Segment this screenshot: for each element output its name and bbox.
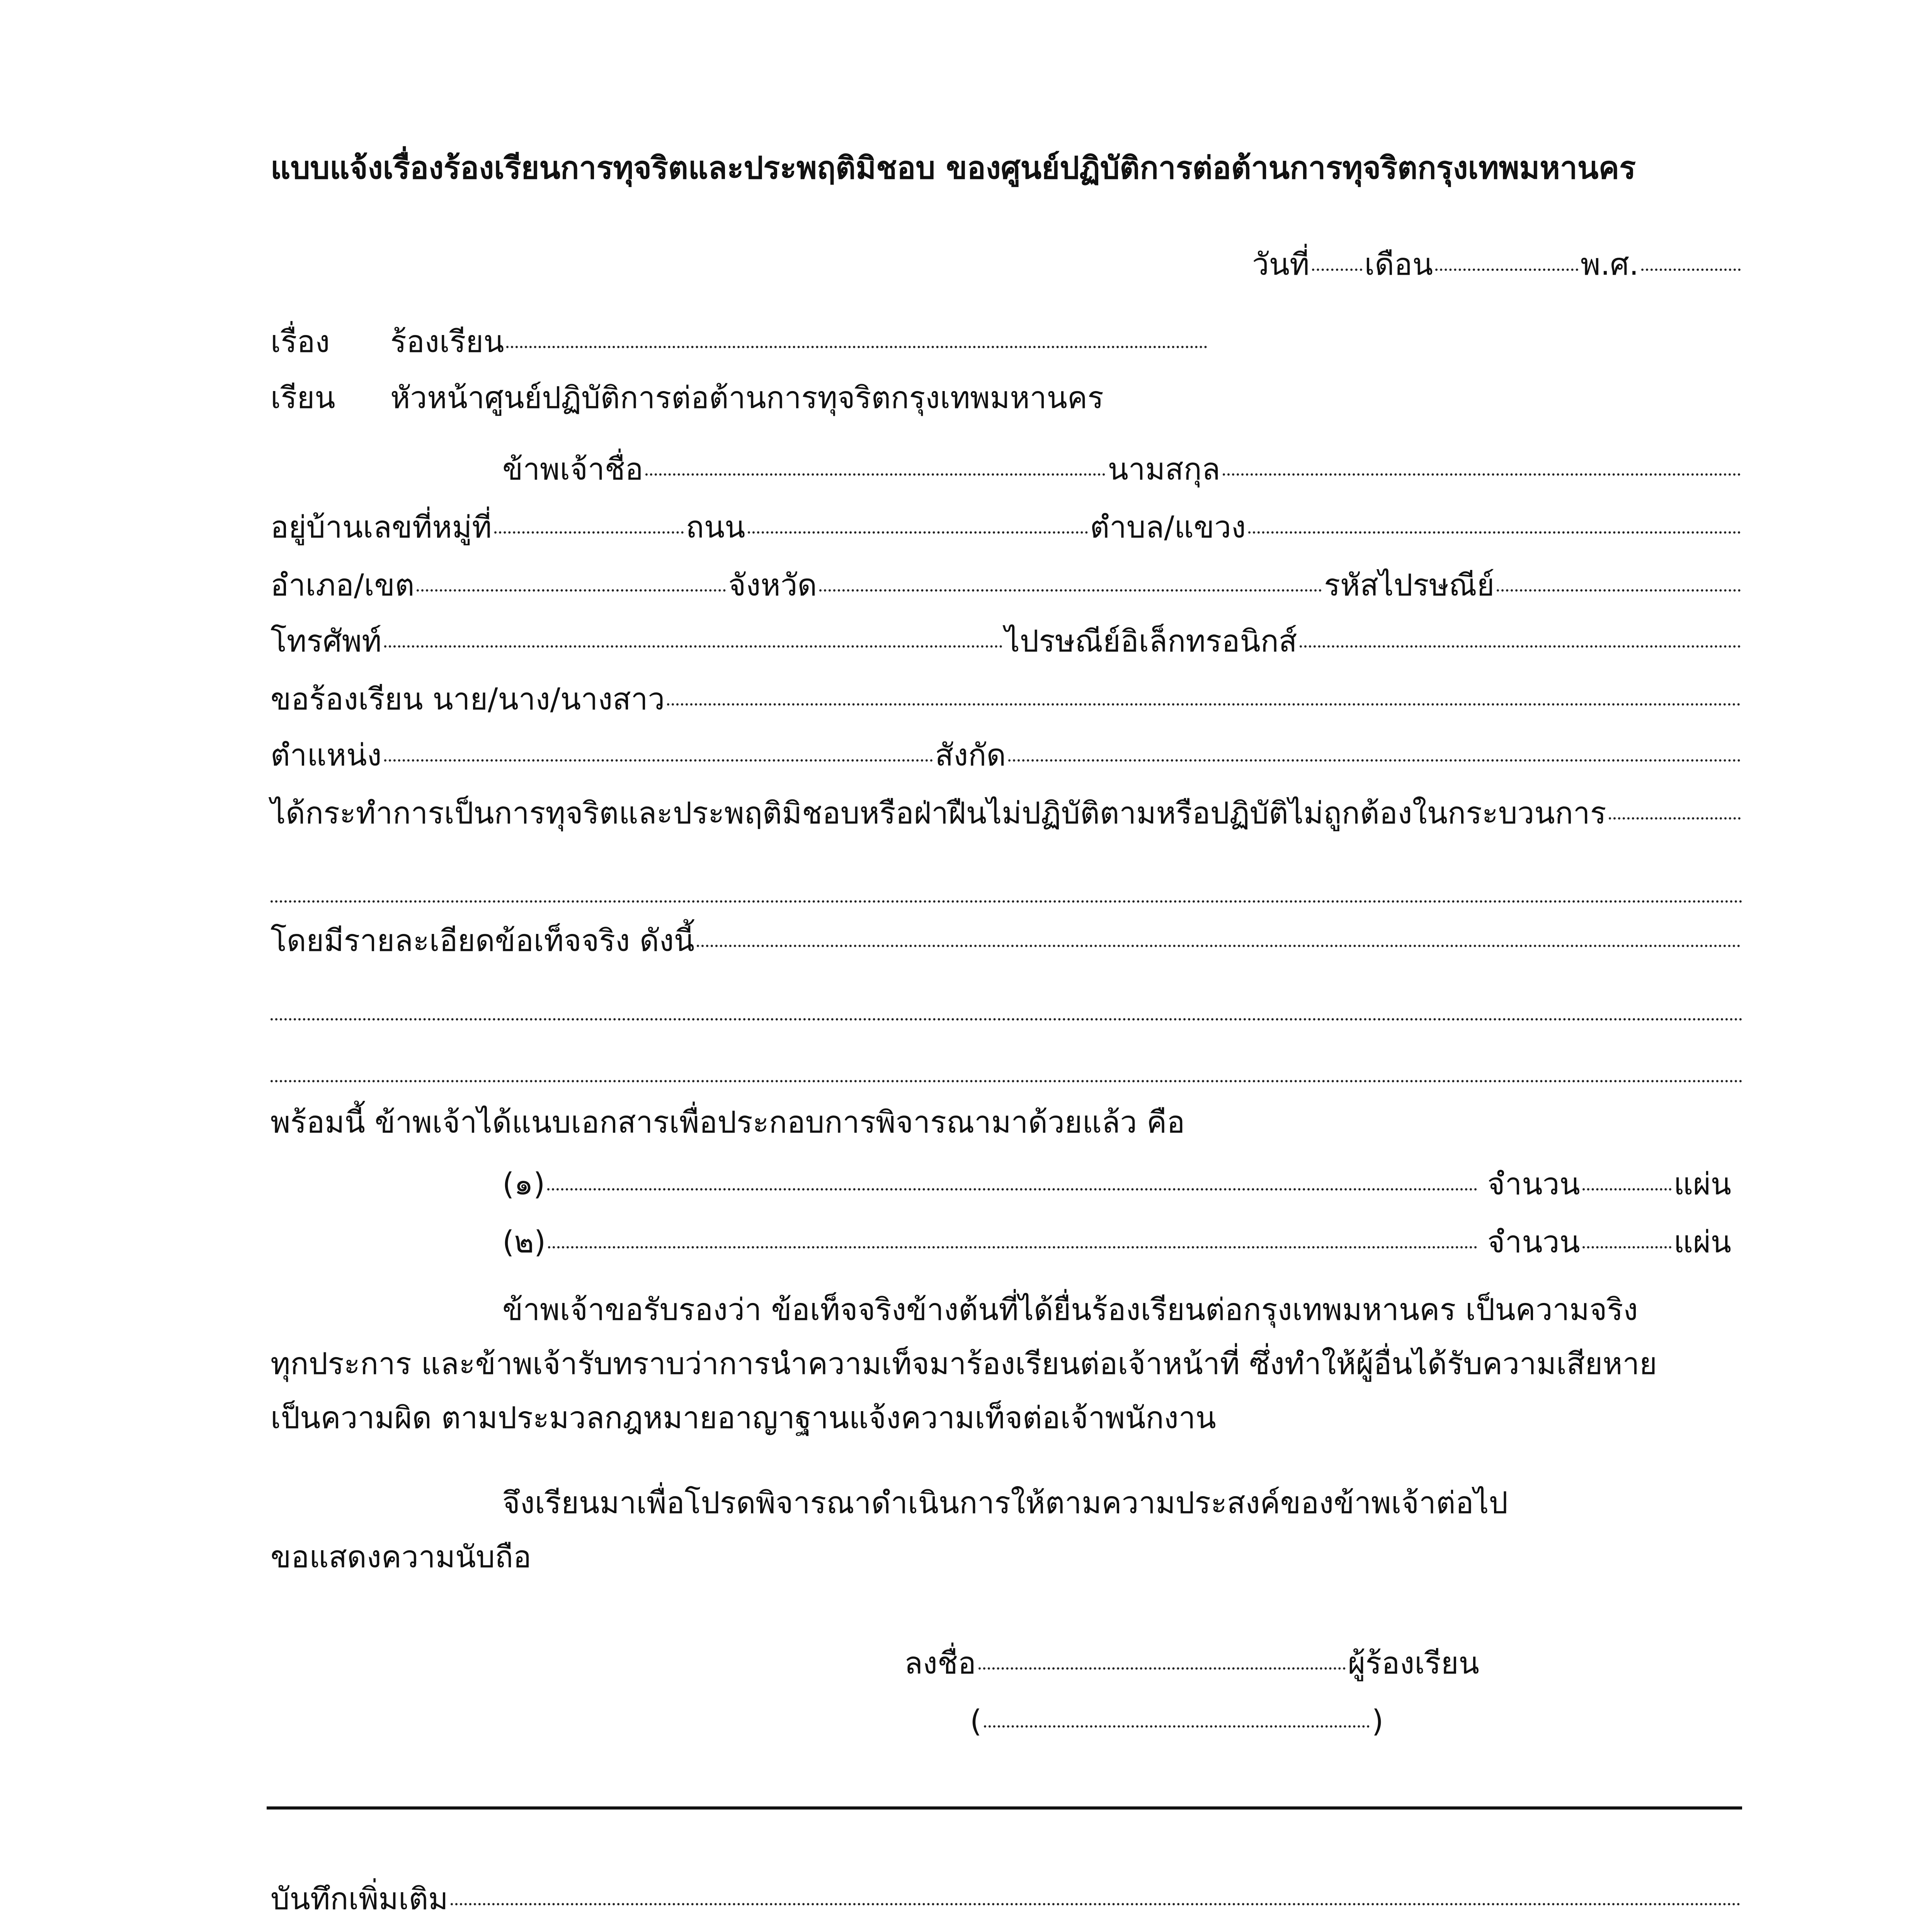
- complainant-signature-field[interactable]: [978, 1667, 1346, 1670]
- address-row-2: [271, 564, 1743, 607]
- attachments-intro: [271, 1101, 1743, 1144]
- house-no-field[interactable]: [494, 531, 684, 534]
- date-month-field[interactable]: [1435, 269, 1578, 271]
- complainant-open-paren: (: [970, 1704, 982, 1739]
- certify-line-3: เป็นความผิด ตามประมวลกฎหมายอาญาฐานแจ้งความเท็จต่อเจ้าพนักงาน: [271, 1401, 1216, 1435]
- date-day-field[interactable]: [1312, 269, 1362, 271]
- house-no-label: อยู่บ้านเลขที่หมู่ที่: [271, 510, 492, 545]
- attachment-2-label: (๒): [502, 1225, 546, 1260]
- act-row: [271, 792, 1743, 835]
- form-title: แบบแจ้งเรื่องร้องเรียนการทุจริตและประพฤติมิชอบ ของศูนย์ปฏิบัติการต่อต้านการทุจริตกรุงเทพมหานคร: [271, 150, 1636, 186]
- position-field[interactable]: [384, 759, 933, 762]
- subject-row: [271, 321, 1210, 363]
- contact-row: [271, 620, 1743, 663]
- subdistrict-field[interactable]: [1248, 531, 1741, 534]
- accused-label: ขอร้องเรียน นาย/นาง/นางสาว: [271, 682, 665, 717]
- subject-label: เรื่อง: [271, 325, 330, 359]
- attachment-2-unit: แผ่น: [1673, 1225, 1731, 1260]
- complainant-name-field[interactable]: [984, 1725, 1369, 1728]
- email-label: ไปรษณีย์อิเล็กทรอนิกส์: [1004, 624, 1297, 659]
- facts-label: โดยมีรายละเอียดข้อเท็จจริง ดังนี้: [271, 923, 695, 958]
- district-field[interactable]: [417, 589, 726, 592]
- complainant-name-row: [970, 1700, 1383, 1743]
- act-field-line-2[interactable]: [271, 900, 1743, 903]
- attachments-intro-text: พร้อมนี้ ข้าพเจ้าได้แนบเอกสารเพื่อประกอบการพิจารณามาด้วยแล้ว คือ: [271, 1105, 1185, 1140]
- date-month-label: เดือน: [1364, 247, 1433, 282]
- date-row: [1252, 243, 1743, 286]
- subject-field[interactable]: [506, 346, 1207, 348]
- attachment-1-unit: แผ่น: [1673, 1167, 1731, 1202]
- complainant-signature-row: [904, 1642, 1523, 1685]
- attachment-1-amount-field[interactable]: [1582, 1188, 1671, 1190]
- complainant-sign-label: ลงชื่อ: [904, 1646, 976, 1681]
- facts-row: [271, 920, 1743, 962]
- district-label: อำเภอ/เขต: [271, 568, 415, 603]
- notes-row: [271, 1878, 1743, 1920]
- date-year-label: พ.ศ.: [1581, 247, 1639, 282]
- section-separator: [267, 1806, 1742, 1810]
- road-field[interactable]: [748, 531, 1088, 534]
- to-label: เรียน: [271, 381, 335, 415]
- accused-field[interactable]: [667, 703, 1741, 706]
- facts-field-line-3[interactable]: [271, 1080, 1743, 1082]
- accused-row: [271, 678, 1743, 721]
- notes-label: บันทึกเพิ่มเติม: [271, 1882, 448, 1917]
- certify-line-2: ทุกประการ และข้าพเจ้ารับทราบว่าการนำความเท็จมาร้องเรียนต่อเจ้าหน้าที่ ซึ่งทำให้ผู้อื่นได้รับความเสียหาย: [271, 1347, 1657, 1381]
- attachment-item-2: [502, 1221, 1731, 1264]
- attachment-1-label: (๑): [502, 1167, 545, 1202]
- complainant-role: ผู้ร้องเรียน: [1348, 1646, 1479, 1681]
- phone-label: โทรศัพท์: [271, 624, 382, 659]
- facts-field-line-2[interactable]: [271, 1018, 1743, 1020]
- closing-line-2: ขอแสดงความนับถือ: [271, 1540, 531, 1575]
- name-row: [502, 448, 1743, 491]
- date-year-field[interactable]: [1641, 269, 1741, 271]
- notes-field[interactable]: [451, 1903, 1741, 1905]
- attachment-1-field[interactable]: [547, 1188, 1477, 1190]
- affiliation-field[interactable]: [1008, 759, 1741, 762]
- to-row: [271, 377, 1430, 419]
- address-row-1: [271, 506, 1743, 549]
- attachment-2-field[interactable]: [548, 1246, 1477, 1248]
- postcode-field[interactable]: [1497, 589, 1741, 592]
- province-field[interactable]: [819, 589, 1322, 592]
- certify-line-1: ข้าพเจ้าขอรับรองว่า ข้อเท็จจริงข้างต้นที่ได้ยื่นร้องเรียนต่อกรุงเทพมหานคร เป็นความจริง: [502, 1293, 1638, 1327]
- attachment-item-1: [502, 1163, 1731, 1206]
- phone-field[interactable]: [384, 645, 1002, 648]
- affiliation-label: สังกัด: [935, 738, 1006, 773]
- attachment-2-amount-field[interactable]: [1582, 1246, 1671, 1248]
- road-label: ถนน: [686, 510, 745, 545]
- email-field[interactable]: [1300, 645, 1741, 648]
- act-label: ได้กระทำการเป็นการทุจริตและประพฤติมิชอบหรือฝ่าฝืนไม่ปฏิบัติตามหรือปฏิบัติไม่ถูกต้องในกระบวนการ: [271, 796, 1606, 831]
- surname-field[interactable]: [1223, 473, 1741, 476]
- postcode-label: รหัสไปรษณีย์: [1324, 568, 1495, 603]
- position-label: ตำแหน่ง: [271, 738, 382, 773]
- certify-paragraph: [271, 1283, 1739, 1445]
- act-field[interactable]: [1609, 817, 1741, 820]
- to-value: หัวหน้าศูนย์ปฏิบัติการต่อต้านการทุจริตกรุงเทพมหานคร: [390, 381, 1104, 415]
- subdistrict-label: ตำบล/แขวง: [1090, 510, 1246, 545]
- closing-paragraph: [271, 1476, 1739, 1584]
- date-day-label: วันที่: [1252, 247, 1310, 282]
- name-label: ข้าพเจ้าชื่อ: [502, 452, 643, 487]
- attachment-1-amount-label: จำนวน: [1487, 1167, 1580, 1202]
- name-field[interactable]: [645, 473, 1105, 476]
- subject-value: ร้องเรียน: [390, 325, 504, 359]
- position-row: [271, 734, 1743, 777]
- surname-label: นามสกุล: [1108, 452, 1220, 487]
- complainant-close-paren: ): [1371, 1704, 1383, 1739]
- facts-field[interactable]: [697, 945, 1741, 947]
- closing-line-1: จึงเรียนมาเพื่อโปรดพิจารณาดำเนินการให้ตามความประสงค์ของข้าพเจ้าต่อไป: [502, 1486, 1508, 1520]
- province-label: จังหวัด: [728, 568, 817, 603]
- attachment-2-amount-label: จำนวน: [1487, 1225, 1580, 1260]
